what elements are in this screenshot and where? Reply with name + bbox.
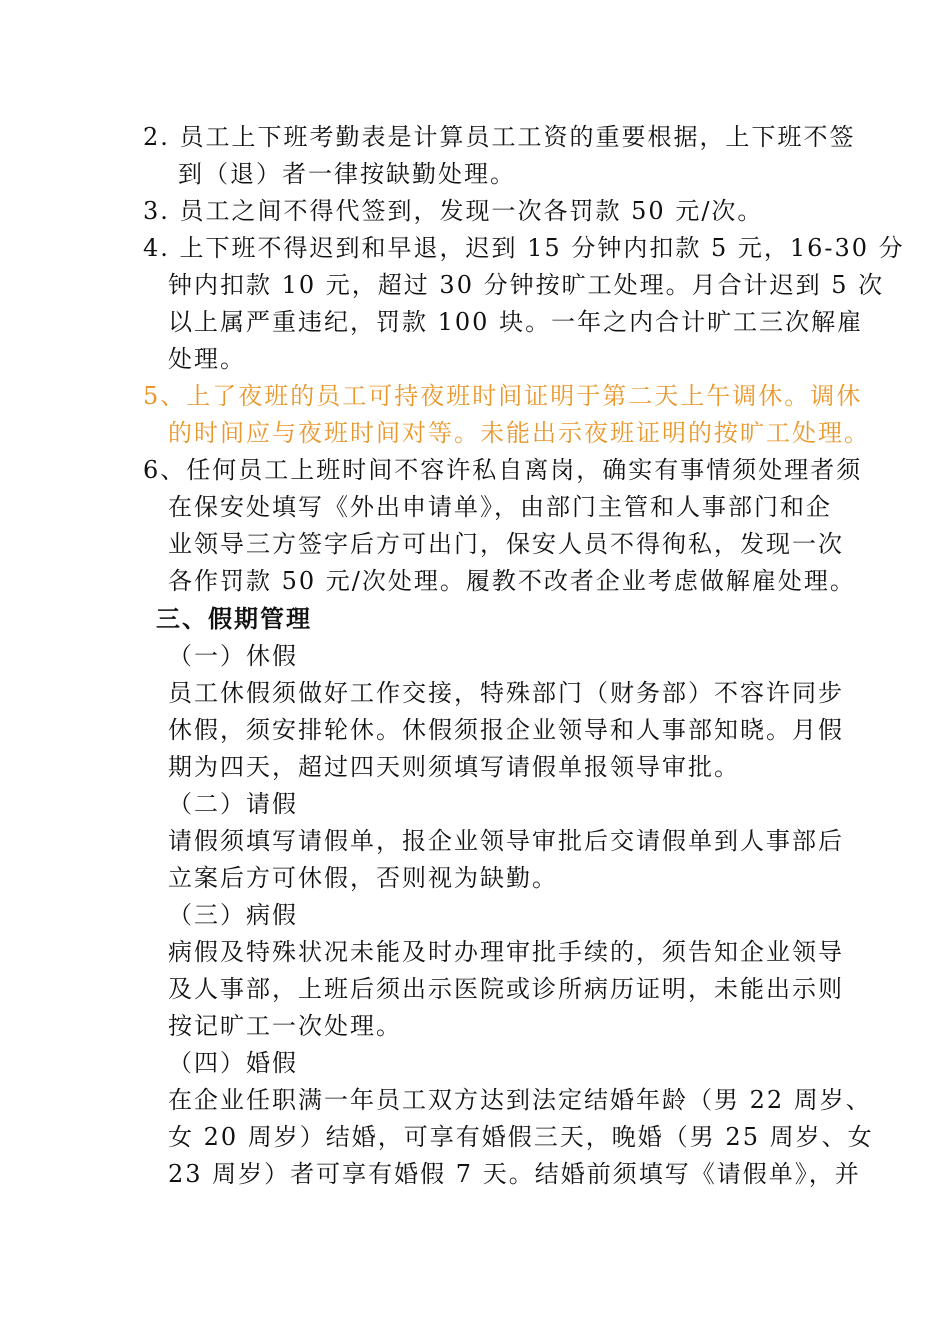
leave-title: （二）请假	[168, 790, 298, 818]
rest-line-3: 期为四天，超过四天则须填写请假单报领导审批。	[168, 753, 740, 781]
item-6-line-2: 在保安处填写《外出申请单》，由部门主管和人事部门和企	[168, 493, 832, 521]
rest-title: （一）休假	[168, 642, 298, 670]
leave-line-2: 立案后方可休假，否则视为缺勤。	[168, 864, 558, 892]
marriage-line-3: 23 周岁）者可享有婚假 7 天。结婚前须填写《请假单》，并	[168, 1160, 861, 1188]
rest-line-2: 休假，须安排轮休。休假须报企业领导和人事部知晓。月假	[168, 716, 844, 744]
sick-title: （三）病假	[168, 901, 298, 929]
item-4-line-4: 处理。	[168, 345, 246, 373]
item-4-line-1: 4. 上下班不得迟到和早退，迟到 15 分钟内扣款 5 元，16-30 分	[143, 234, 905, 262]
marriage-line-1: 在企业任职满一年员工双方达到法定结婚年龄（男 22 周岁、	[168, 1086, 872, 1114]
sick-line-1: 病假及特殊状况未能及时办理审批手续的，须告知企业领导	[168, 938, 844, 966]
marriage-title: （四）婚假	[168, 1049, 298, 1077]
item-2-line-2: 到（退）者一律按缺勤处理。	[178, 160, 516, 188]
item-5-line-1: 5、上了夜班的员工可持夜班时间证明于第二天上午调休。调休	[143, 382, 863, 410]
rest-line-1: 员工休假须做好工作交接，特殊部门（财务部）不容许同步	[168, 679, 844, 707]
section-3-heading: 三、假期管理	[156, 605, 312, 633]
leave-line-1: 请假须填写请假单，报企业领导审批后交请假单到人事部后	[168, 827, 844, 855]
item-4-line-3: 以上属严重违纪，罚款 100 块。一年之内合计旷工三次解雇	[168, 308, 864, 336]
sick-line-2: 及人事部，上班后须出示医院或诊所病历证明，未能出示则	[168, 975, 844, 1003]
item-6-line-3: 业领导三方签字后方可出门，保安人员不得徇私，发现一次	[168, 530, 844, 558]
item-6-line-1: 6、任何员工上班时间不容许私自离岗，确实有事情须处理者须	[143, 456, 863, 484]
sick-line-3: 按记旷工一次处理。	[168, 1012, 402, 1040]
marriage-line-2: 女 20 周岁）结婚，可享有婚假三天，晚婚（男 25 周岁、女	[168, 1123, 874, 1151]
item-3-line-1: 3. 员工之间不得代签到，发现一次各罚款 50 元/次。	[143, 197, 764, 225]
item-6-line-4: 各作罚款 50 元/次处理。履教不改者企业考虑做解雇处理。	[168, 567, 856, 595]
item-4-line-2: 钟内扣款 10 元，超过 30 分钟按旷工处理。月合计迟到 5 次	[168, 271, 885, 299]
item-5-line-2: 的时间应与夜班时间对等。未能出示夜班证明的按旷工处理。	[168, 419, 870, 447]
item-2-line-1: 2. 员工上下班考勤表是计算员工工资的重要根据，上下班不签	[143, 123, 856, 151]
